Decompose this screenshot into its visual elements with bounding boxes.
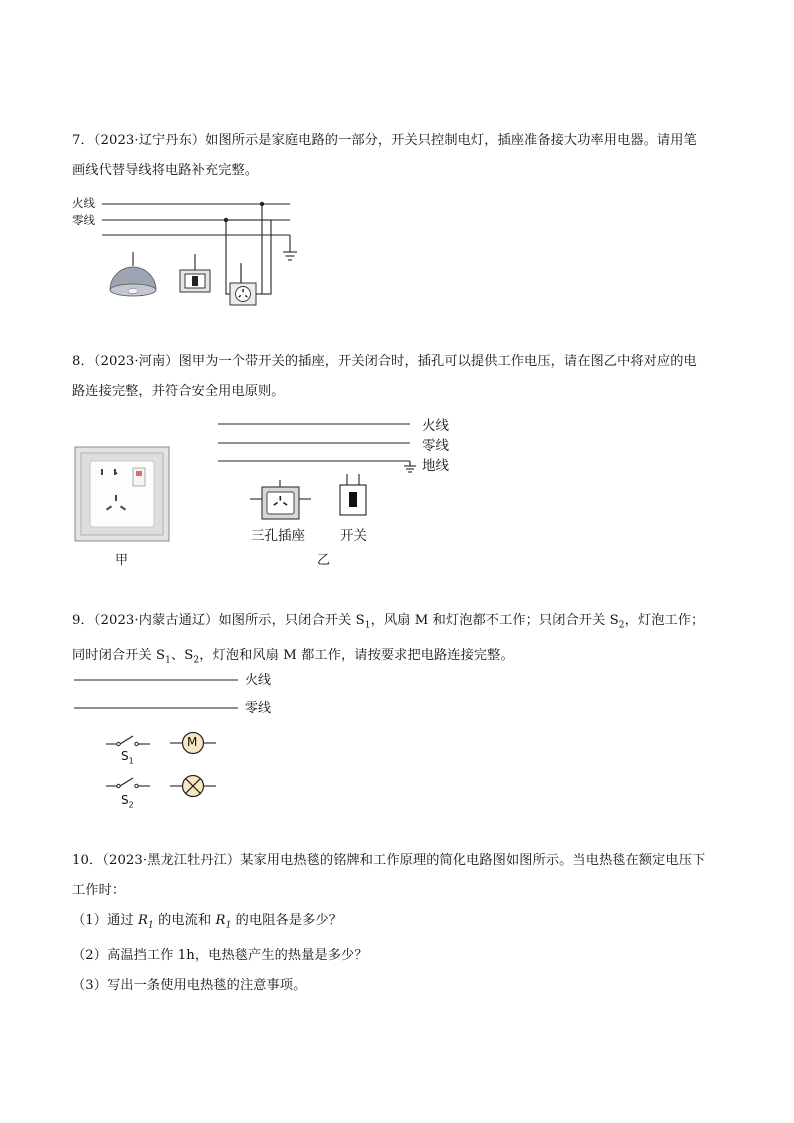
q8-caption-jia: 甲 [115,553,129,568]
q10-part-3: （3）写出一条使用电热毯的注意事项。 [72,977,307,993]
q9-live-label: 火线 [245,673,272,688]
q8-line1: 8．（2023·河南）图甲为一个带开关的插座，开关闭合时，插孔可以提供工作电压，请在图乙中将对应的电 [72,354,697,369]
q7-line2: 画线代替导线将电路补充完整。 [72,163,259,178]
q9-s2-label: $S_2$ [121,793,134,810]
q9-line1: 9．（2023·内蒙古通辽）如图所示，只闭合开关 $S_1$，风扇 M 和灯泡都不工作；只闭合开关 $S_2$，灯泡工作； [72,613,705,631]
q8-switch-label: 开关 [340,528,367,544]
q8-ground-label: 地线 [422,458,449,474]
q10-line2: 工作时： [72,883,126,898]
q8-line2: 路连接完整，并符合安全用电原则。 [72,384,285,399]
q9-bulb-icon [183,776,204,797]
q7-neutral-label: 零线 [72,213,95,227]
q10-line1: 10．（2023·黑龙江牡丹江）某家用电热毯的铭牌和工作原理的简化电路图如图所示。当电热毯在额定电压下 [72,853,706,868]
question-10 [72,846,722,1001]
q9-switch-s2-icon [106,778,150,786]
q9-motor-label: M [187,735,198,749]
q9-line2: 同时闭合开关 $S_1$、$S_2$，灯泡和风扇 M 都工作，请按要求把电路连接完整。 [72,647,514,666]
q8-socket-label: 三孔插座 [251,528,305,544]
q10-part-1: （1）通过 $R_1$ 的电流和 $R_1$ 的电阻各是多少？ [72,913,342,931]
q10-part-2: （2）高温挡工作 1h，电热毯产生的热量是多少？ [72,947,368,963]
q9-s1-label: $S_1$ [121,749,134,766]
q7-live-label: 火线 [72,196,95,210]
q8-neutral-label: 零线 [422,438,449,454]
q9-switch-s1-icon [106,736,150,744]
q8-live-label: 火线 [422,418,449,434]
q9-neutral-label: 零线 [245,701,272,716]
q7-line1: 7．（2023·辽宁丹东）如图所示是家庭电路的一部分，开关只控制电灯，插座准备接大功率用电器。请用笔 [72,133,697,148]
q8-caption-yi: 乙 [317,553,331,568]
